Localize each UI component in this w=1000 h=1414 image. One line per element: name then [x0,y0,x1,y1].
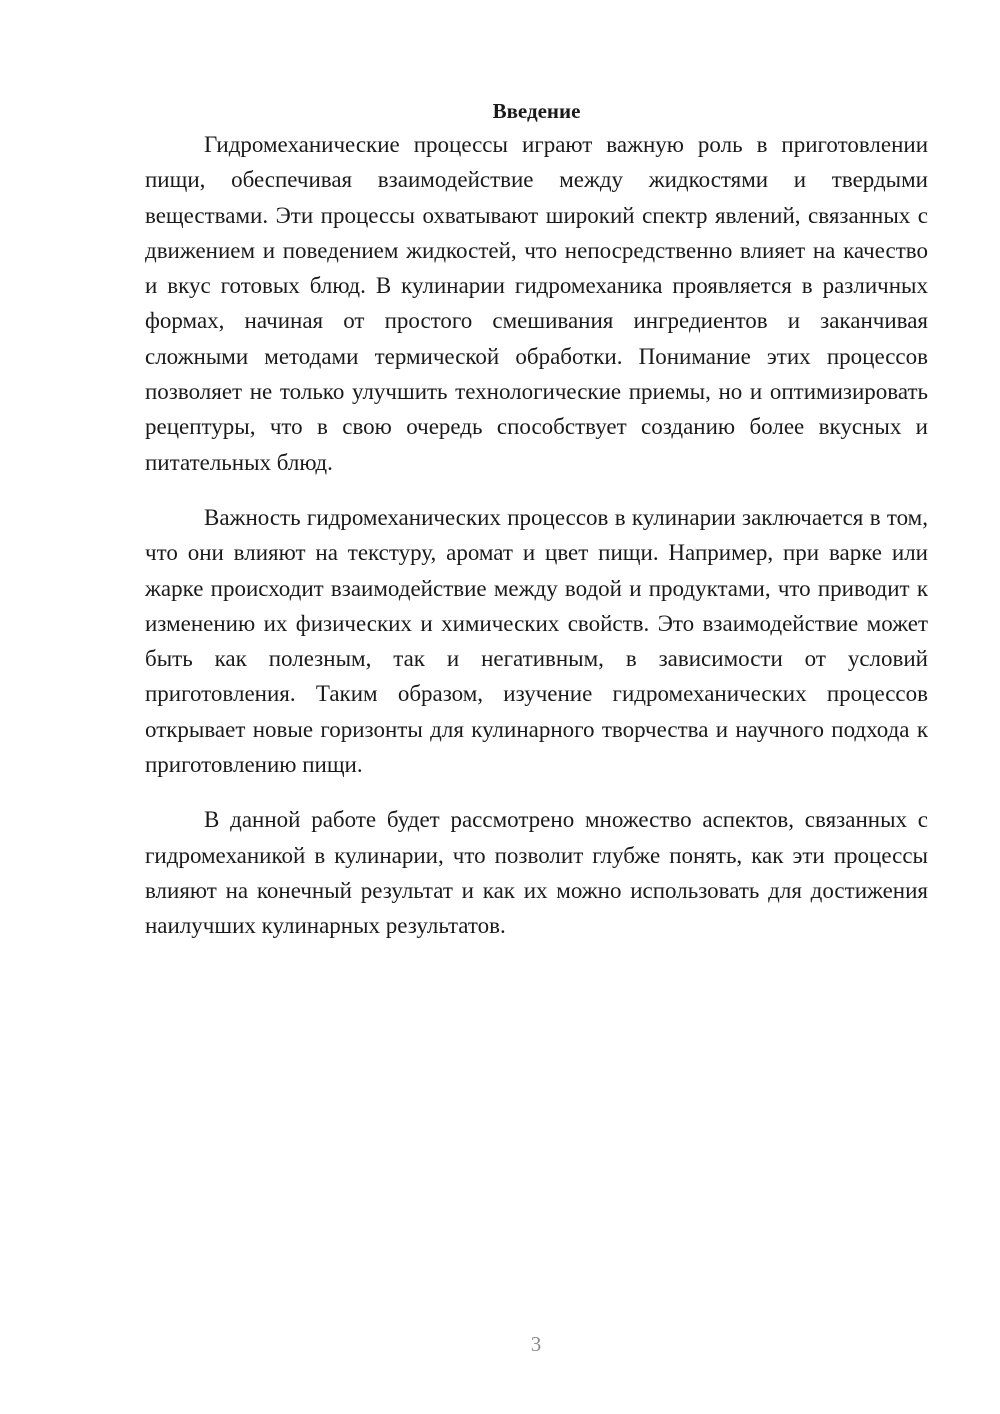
page-content [145,95,928,944]
section-heading: Введение [492,99,581,123]
paragraph-1: Гидромеханические процессы играют важную роль в приготовлении пищи, обеспечивая взаимодействие между жидкостями и твердыми веществами. Эти процессы охватывают широкий спектр явлений, связанных с движением и поведением жидкостей, что непосредственно влияет на качество и вкус готовых блюд. В кулинарии гидромеханика проявляется в различных формах, начиная от простого смешивания ингредиентов и заканчивая сложными методами термической обработки. Понимание этих процессов позволяет не только улучшить технологические приемы, но и оптимизировать рецептуры, что в свою очередь способствует созданию более вкусных и питательных блюд. [145,132,928,475]
paragraph-3: В данной работе будет рассмотрено множество аспектов, связанных с гидромеханикой в кулинарии, что позволит глубже понять, как эти процессы влияют на конечный результат и как их можно использовать для достижения наилучших кулинарных результатов. [145,807,928,939]
paragraph-2: Важность гидромеханических процессов в кулинарии заключается в том, что они влияют на текстуру, аромат и цвет пищи. Например, при варке или жарке происходит взаимодействие между водой и продуктами, что приводит к изменению их физических и химических свойств. Это взаимодействие может быть как полезным, так и негативным, в зависимости от условий приготовления. Таким образом, изучение гидромеханических процессов открывает новые горизонты для кулинарного творчества и научного подхода к приготовлению пищи. [145,504,928,778]
page-number: 3 [530,1332,542,1356]
